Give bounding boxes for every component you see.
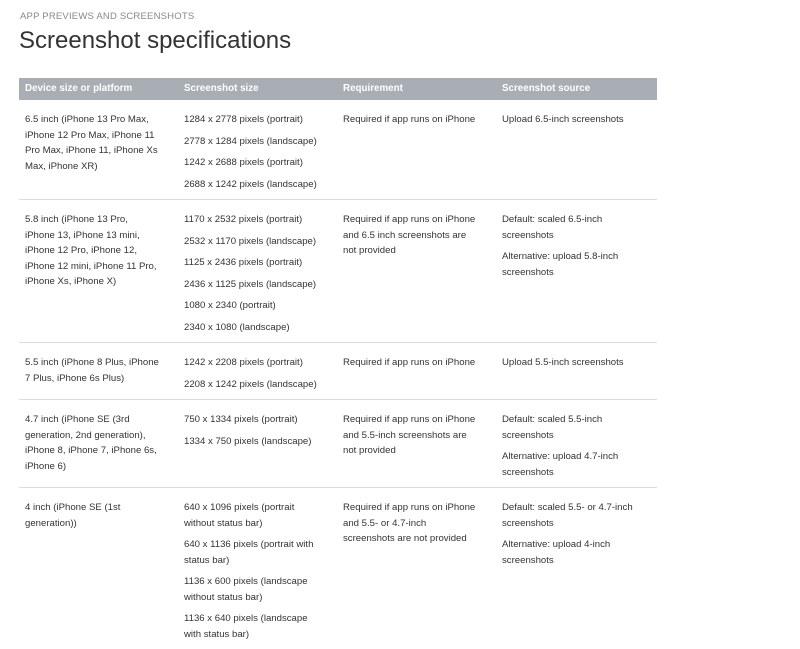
- size-entry: [184, 377, 331, 393]
- size-text-line: 2532 x 1170 pixels (landscape): [184, 234, 331, 250]
- size-text-line: 640 x 1096 pixels (portrait: [184, 500, 331, 516]
- section-eyebrow: APP PREVIEWS AND SCREENSHOTS: [20, 11, 194, 22]
- cell-requirement: [337, 100, 496, 200]
- size-entry: [184, 537, 331, 568]
- source-entry: [502, 449, 651, 480]
- table-header-row: [19, 78, 657, 100]
- size-text-line: 2436 x 1125 pixels (landscape): [184, 277, 331, 293]
- table-row: [19, 200, 657, 343]
- column-header-device: Device size or platform: [19, 78, 178, 100]
- requirement-text-line: and 6.5 inch screenshots are: [343, 228, 490, 244]
- size-entry: [184, 320, 331, 336]
- cell-device: [19, 100, 178, 200]
- device-text-line: iPhone 12 mini, iPhone 11 Pro,: [25, 259, 172, 275]
- size-text-line: 1284 x 2778 pixels (portrait): [184, 112, 331, 128]
- cell-screenshot-size: [178, 200, 337, 343]
- source-text-line: screenshots: [502, 428, 651, 444]
- column-header-source: Screenshot source: [496, 78, 657, 100]
- source-entry: [502, 500, 651, 531]
- device-text-line: iPhone 12 Pro, iPhone 12,: [25, 243, 172, 259]
- device-text-line: Max, iPhone XR): [25, 159, 172, 175]
- source-entry: [502, 537, 651, 568]
- size-text-line: without status bar): [184, 516, 331, 532]
- size-text-line: 640 x 1136 pixels (portrait with: [184, 537, 331, 553]
- device-text-line: 7 Plus, iPhone 6s Plus): [25, 371, 172, 387]
- cell-screenshot-size: [178, 343, 337, 400]
- cell-screenshot-source: [496, 488, 657, 649]
- device-text-line: 6.5 inch (iPhone 13 Pro Max,: [25, 112, 172, 128]
- cell-requirement: [337, 200, 496, 343]
- size-entry: [184, 298, 331, 314]
- size-entry: [184, 255, 331, 271]
- requirement-text-line: Required if app runs on iPhone: [343, 112, 490, 128]
- cell-requirement: [337, 343, 496, 400]
- source-text-line: screenshots: [502, 265, 651, 281]
- size-text-line: 1242 x 2688 pixels (portrait): [184, 155, 331, 171]
- source-entry: [502, 212, 651, 243]
- source-entry: [502, 112, 651, 128]
- cell-device: [19, 200, 178, 343]
- device-text-line: iPhone 13, iPhone 13 mini,: [25, 228, 172, 244]
- size-text-line: 2340 x 1080 (landscape): [184, 320, 331, 336]
- source-entry: [502, 249, 651, 280]
- screenshot-spec-table: [19, 78, 657, 649]
- cell-requirement: [337, 488, 496, 649]
- column-header-requirement: Requirement: [337, 78, 496, 100]
- size-text-line: 2208 x 1242 pixels (landscape): [184, 377, 331, 393]
- device-text-line: 5.8 inch (iPhone 13 Pro,: [25, 212, 172, 228]
- source-text-line: Alternative: upload 5.8-inch: [502, 249, 651, 265]
- size-text-line: with status bar): [184, 627, 331, 643]
- requirement-text-line: Required if app runs on iPhone: [343, 355, 490, 371]
- cell-screenshot-source: [496, 400, 657, 488]
- size-text-line: 1242 x 2208 pixels (portrait): [184, 355, 331, 371]
- column-header-size: Screenshot size: [178, 78, 337, 100]
- size-text-line: 750 x 1334 pixels (portrait): [184, 412, 331, 428]
- source-text-line: Default: scaled 5.5- or 4.7-inch: [502, 500, 651, 516]
- size-text-line: 1170 x 2532 pixels (portrait): [184, 212, 331, 228]
- requirement-text-line: not provided: [343, 243, 490, 259]
- requirement-text-line: and 5.5-inch screenshots are: [343, 428, 490, 444]
- device-text-line: 5.5 inch (iPhone 8 Plus, iPhone: [25, 355, 172, 371]
- source-text-line: Alternative: upload 4-inch: [502, 537, 651, 553]
- requirement-text-line: Required if app runs on iPhone: [343, 500, 490, 516]
- cell-device: [19, 400, 178, 488]
- cell-screenshot-size: [178, 488, 337, 649]
- cell-screenshot-source: [496, 100, 657, 200]
- size-entry: [184, 134, 331, 150]
- source-text-line: screenshots: [502, 516, 651, 532]
- device-text-line: 4.7 inch (iPhone SE (3rd: [25, 412, 172, 428]
- size-entry: [184, 574, 331, 605]
- size-entry: [184, 355, 331, 371]
- requirement-text-line: not provided: [343, 443, 490, 459]
- cell-device: [19, 488, 178, 649]
- requirement-text-line: Required if app runs on iPhone: [343, 212, 490, 228]
- requirement-text-line: screenshots are not provided: [343, 531, 490, 547]
- source-text-line: Upload 6.5-inch screenshots: [502, 112, 651, 128]
- source-text-line: screenshots: [502, 228, 651, 244]
- device-text-line: generation)): [25, 516, 172, 532]
- device-text-line: 4 inch (iPhone SE (1st: [25, 500, 172, 516]
- device-text-line: generation, 2nd generation),: [25, 428, 172, 444]
- device-text-line: iPhone 6): [25, 459, 172, 475]
- size-text-line: 1136 x 600 pixels (landscape: [184, 574, 331, 590]
- size-entry: [184, 611, 331, 642]
- size-entry: [184, 412, 331, 428]
- cell-screenshot-source: [496, 343, 657, 400]
- source-entry: [502, 355, 651, 371]
- size-text-line: without status bar): [184, 590, 331, 606]
- size-entry: [184, 212, 331, 228]
- size-entry: [184, 112, 331, 128]
- table-row: [19, 488, 657, 649]
- cell-requirement: [337, 400, 496, 488]
- size-entry: [184, 500, 331, 531]
- device-text-line: iPhone 8, iPhone 7, iPhone 6s,: [25, 443, 172, 459]
- device-text-line: Pro Max, iPhone 11, iPhone Xs: [25, 143, 172, 159]
- cell-screenshot-size: [178, 100, 337, 200]
- device-text-line: iPhone 12 Pro Max, iPhone 11: [25, 128, 172, 144]
- size-text-line: 2778 x 1284 pixels (landscape): [184, 134, 331, 150]
- size-text-line: 1334 x 750 pixels (landscape): [184, 434, 331, 450]
- source-entry: [502, 412, 651, 443]
- source-text-line: screenshots: [502, 553, 651, 569]
- size-entry: [184, 434, 331, 450]
- size-text-line: 2688 x 1242 pixels (landscape): [184, 177, 331, 193]
- size-entry: [184, 277, 331, 293]
- source-text-line: Default: scaled 6.5-inch: [502, 212, 651, 228]
- source-text-line: screenshots: [502, 465, 651, 481]
- source-text-line: Alternative: upload 4.7-inch: [502, 449, 651, 465]
- page-title: Screenshot specifications: [19, 27, 291, 55]
- cell-device: [19, 343, 178, 400]
- table-body: [19, 100, 657, 649]
- cell-screenshot-source: [496, 200, 657, 343]
- cell-screenshot-size: [178, 400, 337, 488]
- table-row: [19, 400, 657, 488]
- size-entry: [184, 177, 331, 193]
- size-text-line: 1136 x 640 pixels (landscape: [184, 611, 331, 627]
- size-entry: [184, 155, 331, 171]
- size-text-line: status bar): [184, 553, 331, 569]
- table-row: [19, 343, 657, 400]
- size-entry: [184, 234, 331, 250]
- size-text-line: 1080 x 2340 (portrait): [184, 298, 331, 314]
- requirement-text-line: and 5.5- or 4.7-inch: [343, 516, 490, 532]
- source-text-line: Upload 5.5-inch screenshots: [502, 355, 651, 371]
- size-text-line: 1125 x 2436 pixels (portrait): [184, 255, 331, 271]
- table-row: [19, 100, 657, 200]
- source-text-line: Default: scaled 5.5-inch: [502, 412, 651, 428]
- requirement-text-line: Required if app runs on iPhone: [343, 412, 490, 428]
- device-text-line: iPhone Xs, iPhone X): [25, 274, 172, 290]
